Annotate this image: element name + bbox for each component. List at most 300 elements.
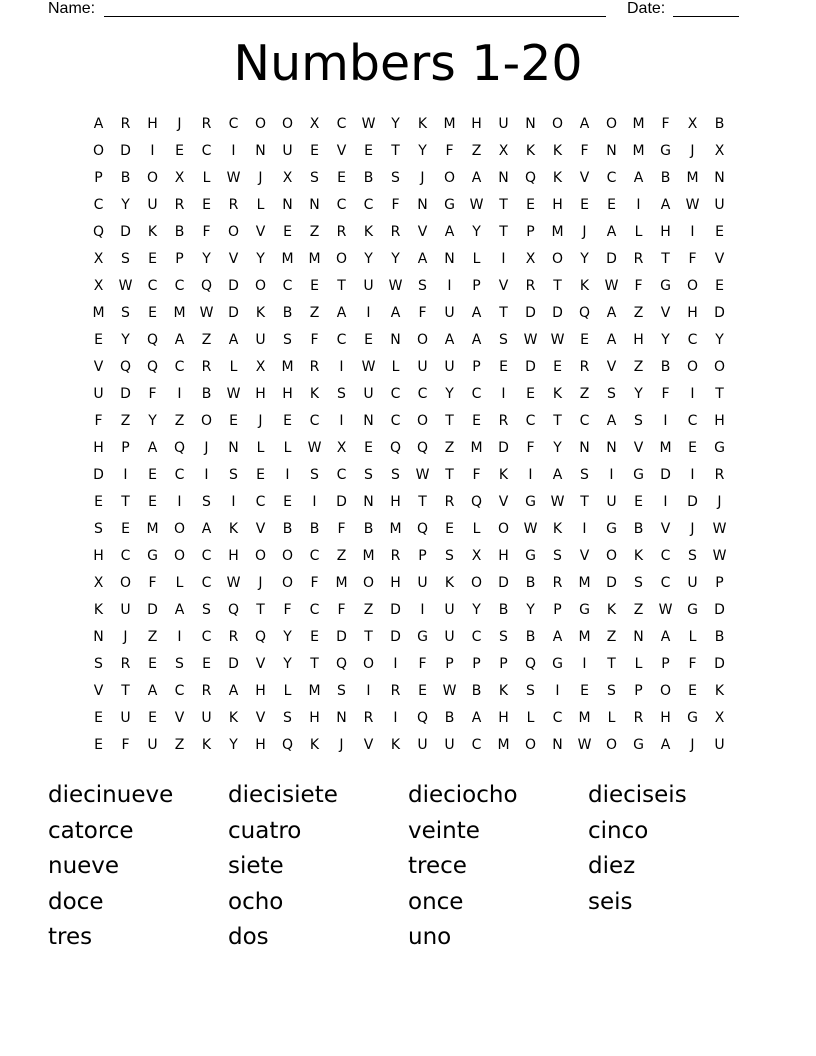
grid-letter[interactable]: S (391, 467, 400, 483)
grid-letter[interactable]: D (498, 440, 509, 456)
grid-letter[interactable]: H (255, 683, 266, 699)
grid-letter[interactable]: Q (416, 710, 429, 726)
grid-letter[interactable]: I (690, 467, 695, 483)
grid-letter[interactable]: M (578, 629, 591, 645)
grid-letter[interactable]: D (660, 467, 671, 483)
grid-letter[interactable]: V (417, 224, 428, 240)
grid-letter[interactable]: K (390, 737, 401, 753)
grid-letter[interactable]: F (688, 251, 697, 267)
grid-letter[interactable]: R (201, 116, 212, 132)
grid-letter[interactable]: X (282, 170, 293, 186)
grid-letter[interactable]: P (175, 251, 184, 267)
grid-letter[interactable]: E (715, 224, 724, 240)
grid-letter[interactable]: Z (309, 224, 320, 240)
grid-letter[interactable]: T (499, 305, 508, 321)
grid-letter[interactable]: L (472, 521, 481, 537)
grid-letter[interactable]: D (714, 305, 725, 321)
grid-letter[interactable]: N (552, 737, 563, 753)
grid-letter[interactable]: W (604, 278, 619, 294)
grid-letter[interactable]: C (606, 170, 617, 186)
grid-letter[interactable]: T (607, 656, 616, 672)
grid-letter[interactable]: N (309, 197, 320, 213)
grid-letter[interactable]: A (444, 332, 455, 348)
grid-letter[interactable]: Y (364, 251, 373, 267)
grid-letter[interactable]: L (607, 710, 616, 726)
grid-letter[interactable]: O (551, 116, 564, 132)
grid-letter[interactable]: N (579, 440, 590, 456)
grid-letter[interactable]: R (201, 683, 212, 699)
grid-letter[interactable]: D (552, 305, 563, 321)
grid-letter[interactable]: Z (633, 602, 644, 618)
grid-letter[interactable]: I (393, 710, 398, 726)
grid-letter[interactable]: O (254, 116, 267, 132)
grid-letter[interactable]: I (528, 467, 533, 483)
grid-letter[interactable]: C (552, 710, 563, 726)
grid-letter[interactable]: E (688, 440, 697, 456)
grid-letter[interactable]: E (499, 359, 508, 375)
grid-letter[interactable]: F (202, 224, 211, 240)
grid-letter[interactable]: A (579, 116, 590, 132)
grid-letter[interactable]: Q (389, 440, 402, 456)
grid-letter[interactable]: F (283, 602, 292, 618)
grid-letter[interactable]: D (336, 629, 347, 645)
grid-letter[interactable]: A (201, 521, 212, 537)
grid-letter[interactable]: M (146, 521, 159, 537)
grid-letter[interactable]: X (498, 143, 509, 159)
grid-letter[interactable]: J (177, 116, 182, 132)
grid-letter[interactable]: O (173, 521, 186, 537)
grid-letter[interactable]: E (634, 494, 643, 510)
grid-letter[interactable]: Z (336, 548, 347, 564)
grid-letter[interactable]: K (228, 710, 239, 726)
grid-letter[interactable]: D (120, 224, 131, 240)
grid-letter[interactable]: T (364, 629, 373, 645)
grid-letter[interactable]: Y (121, 197, 130, 213)
grid-letter[interactable]: L (526, 710, 535, 726)
grid-letter[interactable]: B (309, 521, 320, 537)
grid-letter[interactable]: R (579, 359, 590, 375)
grid-letter[interactable]: F (337, 602, 346, 618)
grid-letter[interactable]: M (335, 575, 348, 591)
grid-letter[interactable]: W (712, 548, 727, 564)
grid-letter[interactable]: K (363, 224, 374, 240)
grid-letter[interactable]: Y (472, 224, 481, 240)
grid-letter[interactable]: O (443, 170, 456, 186)
grid-letter[interactable]: Y (283, 656, 292, 672)
grid-letter[interactable]: H (390, 575, 401, 591)
grid-letter[interactable]: I (339, 413, 344, 429)
grid-letter[interactable]: W (550, 332, 565, 348)
grid-letter[interactable]: E (364, 332, 373, 348)
grid-letter[interactable]: X (714, 143, 725, 159)
grid-letter[interactable]: U (417, 359, 428, 375)
grid-letter[interactable]: X (93, 251, 104, 267)
grid-letter[interactable]: C (147, 278, 158, 294)
grid-letter[interactable]: K (498, 683, 509, 699)
grid-letter[interactable]: I (663, 413, 668, 429)
grid-letter[interactable]: M (686, 170, 699, 186)
grid-letter[interactable]: Y (634, 386, 643, 402)
grid-letter[interactable]: W (226, 386, 241, 402)
grid-letter[interactable]: V (606, 359, 617, 375)
grid-letter[interactable]: N (606, 143, 617, 159)
grid-letter[interactable]: O (362, 575, 375, 591)
grid-letter[interactable]: C (336, 332, 347, 348)
grid-letter[interactable]: Q (200, 278, 213, 294)
grid-letter[interactable]: E (94, 332, 103, 348)
grid-letter[interactable]: O (92, 143, 105, 159)
grid-letter[interactable]: E (580, 332, 589, 348)
grid-letter[interactable]: L (229, 359, 238, 375)
grid-letter[interactable]: C (579, 413, 590, 429)
grid-letter[interactable]: S (310, 170, 319, 186)
grid-letter[interactable]: V (579, 548, 590, 564)
grid-letter[interactable]: L (472, 251, 481, 267)
grid-letter[interactable]: E (310, 629, 319, 645)
grid-letter[interactable]: H (228, 548, 239, 564)
grid-letter[interactable]: W (118, 278, 133, 294)
grid-letter[interactable]: U (201, 710, 212, 726)
grid-letter[interactable]: E (148, 710, 157, 726)
grid-letter[interactable]: Q (335, 656, 348, 672)
grid-letter[interactable]: G (552, 656, 563, 672)
grid-letter[interactable]: R (498, 413, 509, 429)
grid-letter[interactable]: O (686, 359, 699, 375)
grid-letter[interactable]: I (312, 494, 317, 510)
grid-letter[interactable]: Z (363, 602, 374, 618)
grid-letter[interactable]: O (227, 224, 240, 240)
grid-letter[interactable]: J (258, 170, 263, 186)
grid-letter[interactable]: N (714, 170, 725, 186)
grid-letter[interactable]: L (688, 629, 697, 645)
grid-letter[interactable]: W (577, 737, 592, 753)
grid-letter[interactable]: I (150, 143, 155, 159)
grid-letter[interactable]: C (471, 386, 482, 402)
grid-letter[interactable]: D (228, 656, 239, 672)
grid-letter[interactable]: C (255, 494, 266, 510)
grid-letter[interactable]: S (553, 548, 562, 564)
grid-letter[interactable]: F (661, 386, 670, 402)
grid-letter[interactable]: C (201, 143, 212, 159)
grid-letter[interactable]: W (361, 359, 376, 375)
grid-letter[interactable]: Q (524, 170, 537, 186)
grid-letter[interactable]: E (445, 521, 454, 537)
grid-letter[interactable]: I (636, 197, 641, 213)
grid-letter[interactable]: B (525, 575, 536, 591)
grid-letter[interactable]: R (201, 359, 212, 375)
grid-letter[interactable]: J (204, 440, 209, 456)
grid-letter[interactable]: G (147, 548, 158, 564)
grid-letter[interactable]: M (308, 251, 321, 267)
grid-letter[interactable]: X (255, 359, 266, 375)
grid-letter[interactable]: V (228, 251, 239, 267)
grid-letter[interactable]: C (660, 575, 671, 591)
grid-letter[interactable]: U (147, 737, 158, 753)
grid-letter[interactable]: Q (227, 602, 240, 618)
grid-letter[interactable]: W (469, 197, 484, 213)
grid-letter[interactable]: R (120, 116, 131, 132)
grid-letter[interactable]: D (147, 602, 158, 618)
grid-letter[interactable]: C (93, 197, 104, 213)
grid-letter[interactable]: D (606, 575, 617, 591)
grid-letter[interactable]: A (552, 629, 563, 645)
grid-letter[interactable]: C (174, 359, 185, 375)
grid-letter[interactable]: O (605, 548, 618, 564)
grid-letter[interactable]: H (498, 710, 509, 726)
grid-letter[interactable]: R (228, 197, 239, 213)
grid-letter[interactable]: S (580, 467, 589, 483)
grid-letter[interactable]: L (634, 224, 643, 240)
grid-letter[interactable]: G (579, 602, 590, 618)
grid-letter[interactable]: S (526, 683, 535, 699)
grid-letter[interactable]: U (444, 629, 455, 645)
grid-letter[interactable]: S (175, 656, 184, 672)
grid-letter[interactable]: T (715, 386, 724, 402)
grid-letter[interactable]: A (390, 305, 401, 321)
grid-letter[interactable]: X (525, 251, 536, 267)
grid-letter[interactable]: K (552, 521, 563, 537)
grid-letter[interactable]: V (255, 710, 266, 726)
grid-letter[interactable]: I (123, 467, 128, 483)
grid-letter[interactable]: D (390, 629, 401, 645)
grid-letter[interactable]: T (337, 278, 346, 294)
grid-letter[interactable]: M (497, 737, 510, 753)
grid-letter[interactable]: F (94, 413, 103, 429)
grid-letter[interactable]: S (121, 305, 130, 321)
grid-letter[interactable]: H (498, 548, 509, 564)
grid-letter[interactable]: C (309, 602, 320, 618)
grid-letter[interactable]: K (309, 386, 320, 402)
grid-letter[interactable]: B (174, 224, 185, 240)
grid-letter[interactable]: U (93, 386, 104, 402)
grid-letter[interactable]: D (714, 602, 725, 618)
grid-letter[interactable]: B (714, 116, 725, 132)
grid-letter[interactable]: G (633, 737, 644, 753)
grid-letter[interactable]: S (202, 494, 211, 510)
grid-letter[interactable]: U (255, 332, 266, 348)
grid-letter[interactable]: A (471, 170, 482, 186)
grid-letter[interactable]: S (283, 332, 292, 348)
grid-letter[interactable]: J (258, 575, 263, 591)
grid-letter[interactable]: L (256, 197, 265, 213)
grid-letter[interactable]: E (175, 143, 184, 159)
grid-letter[interactable]: T (499, 224, 508, 240)
grid-letter[interactable]: F (445, 143, 454, 159)
grid-letter[interactable]: R (714, 467, 725, 483)
grid-letter[interactable]: O (416, 413, 429, 429)
grid-letter[interactable]: Y (553, 440, 562, 456)
grid-letter[interactable]: O (659, 683, 672, 699)
grid-letter[interactable]: N (498, 170, 509, 186)
grid-letter[interactable]: C (471, 629, 482, 645)
grid-letter[interactable]: W (226, 575, 241, 591)
grid-letter[interactable]: K (552, 170, 563, 186)
grid-letter[interactable]: K (228, 521, 239, 537)
grid-letter[interactable]: U (417, 575, 428, 591)
grid-letter[interactable]: U (714, 737, 725, 753)
grid-letter[interactable]: B (633, 521, 644, 537)
grid-letter[interactable]: V (93, 683, 104, 699)
grid-letter[interactable]: Z (120, 413, 131, 429)
grid-letter[interactable]: H (93, 440, 104, 456)
grid-letter[interactable]: Z (174, 737, 185, 753)
grid-letter[interactable]: O (281, 575, 294, 591)
grid-letter[interactable]: S (337, 386, 346, 402)
grid-letter[interactable]: H (714, 413, 725, 429)
grid-letter[interactable]: I (204, 467, 209, 483)
grid-letter[interactable]: B (444, 710, 455, 726)
grid-letter[interactable]: Z (309, 305, 320, 321)
grid-letter[interactable]: R (390, 683, 401, 699)
grid-letter[interactable]: V (660, 305, 671, 321)
grid-letter[interactable]: A (606, 305, 617, 321)
grid-letter[interactable]: G (525, 494, 536, 510)
grid-letter[interactable]: R (390, 548, 401, 564)
grid-letter[interactable]: B (525, 629, 536, 645)
grid-letter[interactable]: Q (524, 656, 537, 672)
grid-letter[interactable]: T (445, 413, 454, 429)
grid-letter[interactable]: A (228, 332, 239, 348)
grid-letter[interactable]: N (525, 116, 536, 132)
grid-letter[interactable]: H (309, 710, 320, 726)
grid-letter[interactable]: J (123, 629, 128, 645)
grid-letter[interactable]: Q (470, 494, 483, 510)
grid-letter[interactable]: X (93, 575, 104, 591)
grid-letter[interactable]: K (444, 575, 455, 591)
grid-letter[interactable]: W (415, 467, 430, 483)
grid-letter[interactable]: Y (148, 413, 157, 429)
grid-letter[interactable]: G (606, 521, 617, 537)
grid-letter[interactable]: C (309, 548, 320, 564)
grid-letter[interactable]: E (580, 197, 589, 213)
grid-letter[interactable]: C (471, 737, 482, 753)
grid-letter[interactable]: W (199, 305, 214, 321)
grid-letter[interactable]: C (174, 467, 185, 483)
grid-letter[interactable]: T (121, 683, 130, 699)
grid-letter[interactable]: V (498, 494, 509, 510)
grid-letter[interactable]: Z (147, 629, 158, 645)
grid-letter[interactable]: I (690, 386, 695, 402)
grid-letter[interactable]: H (660, 224, 671, 240)
grid-letter[interactable]: I (177, 386, 182, 402)
grid-letter[interactable]: D (390, 602, 401, 618)
grid-letter[interactable]: E (148, 251, 157, 267)
grid-letter[interactable]: J (339, 737, 344, 753)
grid-letter[interactable]: E (148, 494, 157, 510)
grid-letter[interactable]: H (93, 548, 104, 564)
grid-letter[interactable]: G (687, 710, 698, 726)
grid-letter[interactable]: W (658, 602, 673, 618)
grid-letter[interactable]: M (551, 224, 564, 240)
grid-letter[interactable]: B (201, 386, 212, 402)
grid-letter[interactable]: C (201, 575, 212, 591)
grid-letter[interactable]: S (364, 467, 373, 483)
grid-letter[interactable]: O (605, 116, 618, 132)
grid-letter[interactable]: V (255, 224, 266, 240)
name-field[interactable] (104, 0, 606, 17)
grid-letter[interactable]: C (687, 413, 698, 429)
grid-letter[interactable]: G (444, 197, 455, 213)
grid-letter[interactable]: S (391, 170, 400, 186)
grid-letter[interactable]: O (281, 116, 294, 132)
grid-letter[interactable]: A (417, 251, 428, 267)
grid-letter[interactable]: D (228, 305, 239, 321)
grid-letter[interactable]: L (202, 170, 211, 186)
grid-letter[interactable]: Z (471, 143, 482, 159)
grid-letter[interactable]: N (444, 251, 455, 267)
grid-letter[interactable]: V (93, 359, 104, 375)
grid-letter[interactable]: G (633, 467, 644, 483)
grid-letter[interactable]: Y (526, 602, 535, 618)
grid-letter[interactable]: V (255, 656, 266, 672)
grid-letter[interactable]: W (442, 683, 457, 699)
grid-letter[interactable]: R (552, 575, 563, 591)
grid-letter[interactable]: O (146, 170, 159, 186)
grid-letter[interactable]: W (550, 494, 565, 510)
grid-letter[interactable]: L (634, 656, 643, 672)
grid-letter[interactable]: K (498, 467, 509, 483)
grid-letter[interactable]: D (93, 467, 104, 483)
grid-letter[interactable]: L (283, 440, 292, 456)
grid-letter[interactable]: Z (201, 332, 212, 348)
grid-letter[interactable]: F (148, 575, 157, 591)
grid-letter[interactable]: E (94, 737, 103, 753)
grid-letter[interactable]: T (445, 467, 454, 483)
grid-letter[interactable]: Z (174, 413, 185, 429)
grid-letter[interactable]: O (686, 278, 699, 294)
grid-letter[interactable]: Q (281, 737, 294, 753)
grid-letter[interactable]: S (337, 683, 346, 699)
grid-letter[interactable]: N (228, 440, 239, 456)
grid-letter[interactable]: P (553, 602, 562, 618)
grid-letter[interactable]: N (336, 710, 347, 726)
grid-letter[interactable]: I (582, 521, 587, 537)
grid-letter[interactable]: J (690, 143, 695, 159)
grid-letter[interactable]: F (580, 143, 589, 159)
grid-letter[interactable]: N (363, 494, 374, 510)
grid-letter[interactable]: B (471, 683, 482, 699)
grid-letter[interactable]: H (687, 305, 698, 321)
grid-letter[interactable]: D (525, 359, 536, 375)
grid-letter[interactable]: Y (229, 737, 238, 753)
grid-letter[interactable]: E (364, 440, 373, 456)
date-field[interactable] (673, 0, 739, 17)
grid-letter[interactable]: C (174, 278, 185, 294)
grid-letter[interactable]: Z (633, 359, 644, 375)
grid-letter[interactable]: U (363, 278, 374, 294)
grid-letter[interactable]: O (362, 656, 375, 672)
grid-letter[interactable]: X (714, 710, 725, 726)
grid-letter[interactable]: U (606, 494, 617, 510)
grid-letter[interactable]: Q (146, 359, 159, 375)
grid-letter[interactable]: S (418, 278, 427, 294)
grid-letter[interactable]: O (605, 737, 618, 753)
grid-letter[interactable]: E (121, 521, 130, 537)
grid-letter[interactable]: I (393, 656, 398, 672)
grid-letter[interactable]: C (174, 683, 185, 699)
grid-letter[interactable]: R (444, 494, 455, 510)
grid-letter[interactable]: D (606, 251, 617, 267)
grid-letter[interactable]: V (498, 278, 509, 294)
grid-letter[interactable]: K (606, 602, 617, 618)
grid-letter[interactable]: J (582, 224, 587, 240)
grid-letter[interactable]: E (580, 683, 589, 699)
grid-letter[interactable]: N (255, 143, 266, 159)
grid-letter[interactable]: F (472, 467, 481, 483)
grid-letter[interactable]: R (390, 224, 401, 240)
grid-letter[interactable]: R (309, 359, 320, 375)
grid-letter[interactable]: E (364, 143, 373, 159)
